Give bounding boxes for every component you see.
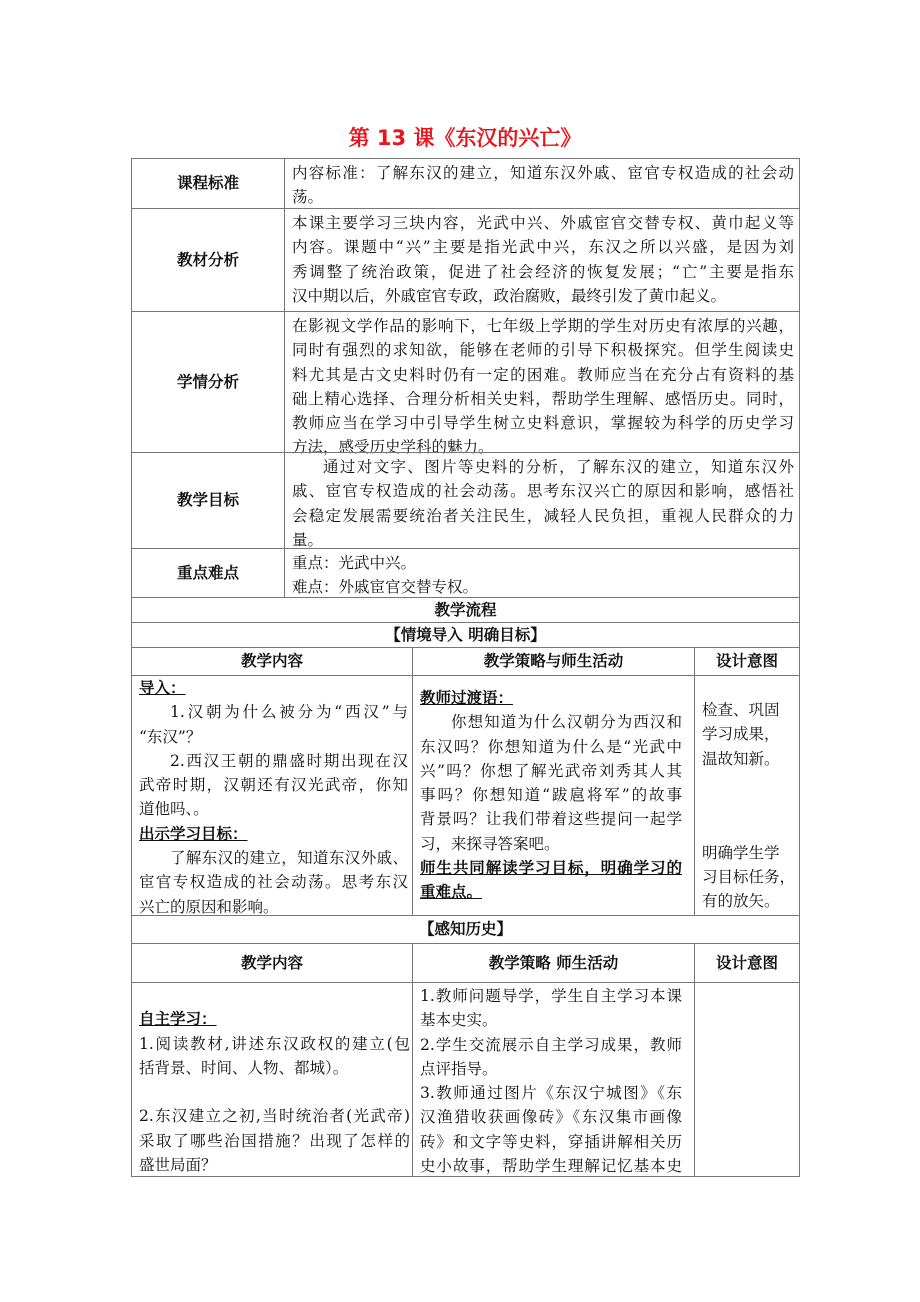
text-line: 采取了哪些治国措施？出现了怎样的: [139, 1131, 410, 1150]
row-label-key-points: 重点难点: [131, 548, 285, 598]
curriculum-content: [284, 158, 800, 209]
text-line: 1.阅读教材,讲述东汉政权的建立(包: [139, 1034, 410, 1053]
text-line: 了解东汉的建立，知道东汉外戚、: [170, 849, 408, 868]
row-label-textbook: 教材分析: [131, 208, 285, 312]
text-line: 事吗？你想知道“跋扈将军”的故事: [420, 786, 682, 805]
section1-header-strategy: 教学策略与师生活动: [412, 647, 695, 676]
self-study-heading: [139, 1007, 410, 1031]
section1-title: 【情境导入 明确目标】: [131, 622, 800, 648]
text-line: 东汉吗？你想知道为什么是“光武中: [420, 737, 682, 756]
text-line: 会稳定发展需要统治者关注民生，减轻人民负担，重视人民群众的力: [292, 506, 794, 525]
text-line: 荡。: [292, 188, 324, 207]
text-line-bold-end: 重难点。: [420, 883, 483, 902]
text-line: 2.东汉建立之初,当时统治者(光武帝): [139, 1107, 410, 1126]
section1-header-content: 教学内容: [131, 647, 413, 676]
text-line: 1.汉朝为什么被分为“西汉”与: [170, 703, 408, 722]
text-line: 通过对文字、图片等史料的分析，了解东汉的建立，知道东汉外: [323, 458, 794, 476]
text-line: 史小故事，帮助学生理解记忆基本史: [420, 1157, 682, 1176]
section2-header-intent: 设计意图: [694, 943, 800, 983]
text-line-bold: [420, 880, 682, 904]
objectives-heading-text: 出示学习目标：: [139, 824, 248, 843]
text-line: 量。: [292, 530, 324, 549]
text-line: 料尤其是古文史料时仍有一定的困难。教师应当在充分占有资料的基: [292, 365, 794, 384]
text-line: 学习成果，: [702, 725, 780, 744]
section2-content-cell: [131, 982, 413, 1177]
intro-heading-text: 导入：: [139, 679, 186, 697]
transition-heading-text: 教师过渡语：: [420, 689, 514, 707]
text-line: 你想知道为什么汉朝分为西汉和: [451, 713, 682, 732]
text-line: 戚、宦官专权造成的社会动荡。思考东汉兴亡的原因和影响，感悟社: [292, 482, 794, 501]
key-points-content: [284, 548, 800, 598]
self-study-heading-text: 自主学习：: [139, 1010, 217, 1029]
section2-header-strategy: 教学策略 师生活动: [412, 943, 695, 983]
text-line: 基本史实。: [420, 1011, 498, 1030]
text-line: 兴亡的原因和影响。: [139, 897, 279, 916]
text-line: 宦官专权造成的社会动荡。思考东汉: [139, 873, 408, 892]
text-line: 重点：光武中兴。: [292, 554, 417, 572]
row-label-students: 学情分析: [131, 311, 285, 453]
section2-header-content: 教学内容: [131, 943, 413, 983]
text-line: 本课主要学习三块内容，光武中兴、外戚宦官交替专权、黄巾起义等: [292, 214, 794, 232]
section1-strategy-cell: [412, 675, 695, 916]
text-line: 础上精心选择、合理分析相关史料，帮助学生理解、感悟历史。同时，: [292, 389, 794, 408]
row-label-curriculum: 课程标准: [131, 158, 285, 209]
page-title: 第 13 课《东汉的兴亡》: [348, 126, 582, 150]
section2-strategy-cell: [412, 982, 695, 1177]
flow-title: 教学流程: [131, 597, 800, 623]
text-line: 盛世局面？: [139, 1156, 217, 1175]
row-label-objectives: 教学目标: [131, 452, 285, 549]
section1-intent-cell: [694, 675, 800, 916]
text-line: 习目标任务，: [702, 868, 796, 887]
text-line: 汉渔猎收获画像砖》《东汉集市画像: [420, 1108, 682, 1127]
transition-heading: [420, 686, 682, 710]
students-content: [284, 311, 800, 457]
textbook-content: [284, 208, 800, 312]
text-line: 难点：外戚宦官交替专权。: [292, 578, 479, 597]
section1-header-intent: 设计意图: [694, 647, 800, 676]
text-line: 温故知新。: [702, 749, 780, 768]
text-line: 1.教师问题导学，学生自主学习本课: [420, 987, 682, 1005]
text-line: 背景吗？让我们带着这些提问一起学: [420, 810, 682, 829]
section2-title: 【感知历史】: [131, 915, 800, 944]
text-line: 有的放矢。: [702, 892, 780, 911]
text-line: 检查、巩固: [702, 701, 780, 719]
text-line: 道他吗、。: [139, 800, 209, 819]
text-line: “东汉”？: [139, 727, 202, 746]
objectives-heading: [139, 822, 408, 846]
objectives-content: [284, 452, 800, 549]
text-line: 3.教师通过图片《东汉宁城图》《东: [420, 1084, 682, 1103]
section2-intent-cell: [694, 982, 800, 1177]
text-line: 秀调整了统治政策，促进了社会经济的恢复发展；“亡”主要是指东: [292, 262, 794, 281]
text-line: 2.西汉王朝的鼎盛时期出现在汉: [170, 751, 408, 770]
text-line: 括背景、时间、人物、都城）。: [139, 1058, 349, 1077]
section1-content-cell: [131, 675, 413, 916]
text-line: 武帝时期，汉朝还有汉光武帝，你知: [139, 776, 408, 795]
text-line: 砖》和文字等史料，穿插讲解相关历: [420, 1132, 682, 1151]
intro-heading: [139, 676, 408, 700]
text-line: 2.学生交流展示自主学习成果，教师: [420, 1035, 682, 1054]
text-line: 教师应当在学习中引导学生树立史料意识，掌握较为科学的历史学习: [292, 414, 794, 433]
text-line: 汉中期以后，外戚宦官专政，政治腐败，最终引发了黄巾起义。: [292, 286, 727, 305]
text-line: 方法，感受历史学科的魅力。: [292, 438, 494, 457]
text-line: 习，来探寻答案吧。: [420, 834, 560, 853]
text-line: 兴”吗？你想了解光武帝刘秀其人其: [420, 761, 682, 780]
text-line: 明确学生学: [702, 843, 780, 862]
text-line: 在影视文学作品的影响下，七年级上学期的学生对历史有浓厚的兴趣，: [292, 317, 794, 335]
text-line-bold: 师生共同解读学习目标，明确学习的: [420, 859, 682, 878]
text-line: 内容。课题中“兴”主要是指光武中兴，东汉之所以兴盛，是因为刘: [292, 238, 794, 257]
text-line: 内容标准：了解东汉的建立，知道东汉外戚、宦官专权造成的社会动: [292, 164, 794, 182]
text-line: 同时有强烈的求知欲，能够在老师的引导下积极探究。但学生阅读史: [292, 341, 794, 360]
text-line: 点评指导。: [420, 1059, 498, 1078]
